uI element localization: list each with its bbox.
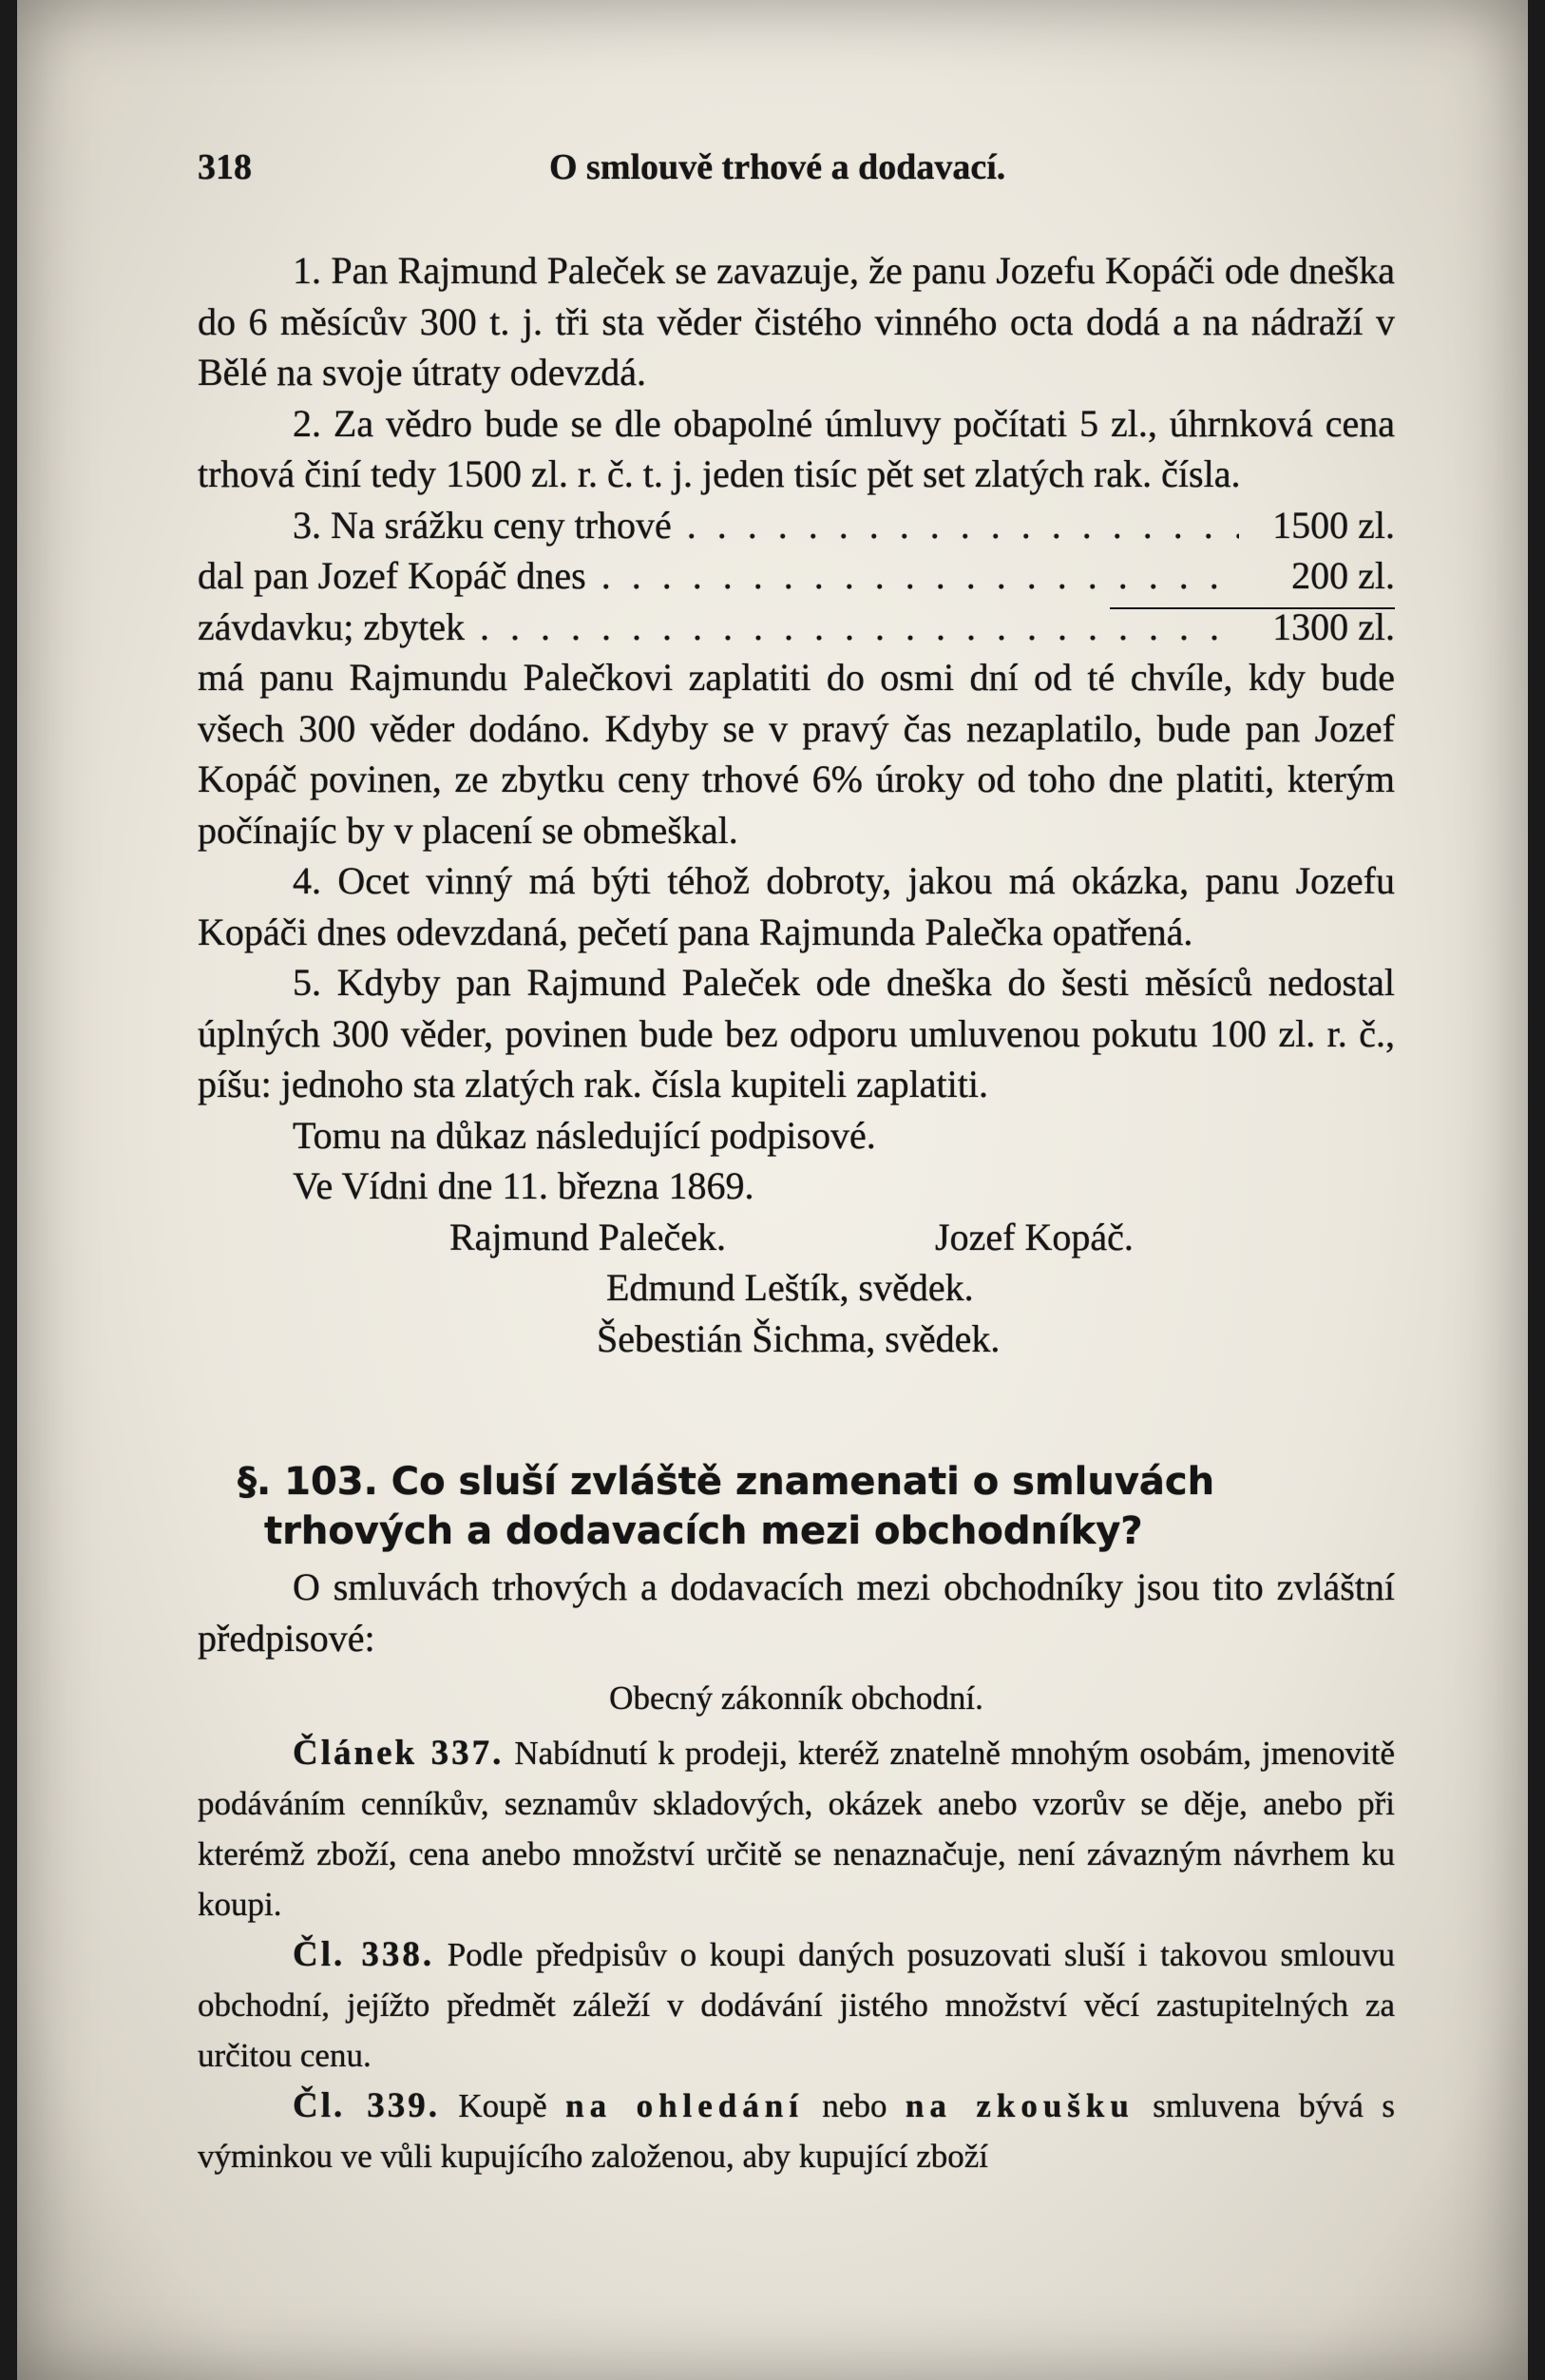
place-date: Ve Vídni dne 11. března 1869. [293,1164,754,1207]
page-header [198,143,1395,196]
contract-closing: Tomu na důkaz následující podpisové. [293,1113,876,1157]
article-339-text-a: Koupě [458,2086,566,2124]
page-text [198,143,1395,2181]
section-heading [198,1457,1395,1556]
section-heading-line-2: trhových a dodavacích mezi obchodníky? [264,1509,1143,1553]
price-row-1 [198,500,1395,551]
seller-signature: Rajmund Paleček. [449,1215,727,1258]
price-label: závdavku; zbytek . . . [198,602,1239,653]
contract-paragraph-5: 5. Kdyby pan Rajmund Paleček ode dneška do šesti měsíců nedostal úplných 300 věder, povinen bude bez odporu umluvenou pokutu 100 zl. r. č., píšu: jednoho sta zlatých rak. čísla kupiteli zaplatiti. [198,961,1395,1105]
article-339-spaced-1: na ohledání [565,2086,804,2124]
witness-signature-2: Šebestián Šichma, svědek. [597,1316,1001,1360]
price-label: dal pan Jozef Kopáč dnes . . . [198,550,1239,602]
contract-paragraph-1: 1. Pan Rajmund Paleček se zavazuje, že panu Jozefu Kopáči ode dneška do 6 měsícův 300 t. j. tři sta věder čistého vinného octa dodá a na nádraží v Bělé na svoje útraty odevzdá. [198,249,1395,393]
price-amount: 200 zl. [1291,554,1395,597]
article-337-text: Nabídnutí k prodeji, kteréž znatelně mnohým osobám, jmenovitě podáváním cenníkův, seznamův skladových, okázek anebo vzorův se děje, anebo při kterémž zboží, cena anebo množství určitě se nenaznačuje, není závazným návrhem ku koupi. [198,1734,1396,1923]
signature-line-parties [198,1212,1395,1263]
page-number: 318 [198,147,252,187]
price-amount: 1300 zl. [1272,605,1395,648]
article-337 [198,1728,1395,1929]
contract-paragraph-3: má panu Rajmundu Palečkovi zaplatiti do osmi dní od té chvíle, kdy bude všech 300 věder dodáno. Kdyby se v pravý čas nezaplatilo, bude pan Jozef Kopáč povinen, ze zbytku ceny trhové 6% úroky od toho dne platiti, kterým počínajíc by v placení se obmeškal. [198,656,1395,852]
article-338-text: Podle předpisův o koupi daných posuzovati sluší i takovou smlouvu obchodní, jejížto předmět záleží v dodávání jistého množství věcí zastupitelných za určitou cenu. [198,1935,1396,2074]
buyer-signature: Jozef Kopáč. [935,1215,1134,1258]
price-row-3 [198,602,1395,653]
article-337-label: Článek 337. [293,1733,505,1773]
article-338 [198,1929,1395,2081]
contract-paragraph-4: 4. Ocet vinný má býti téhož dobroty, jakou má okázka, panu Jozefu Kopáči dnes odevzdaná, pečetí pana Rajmunda Palečka opatřená. [198,859,1395,953]
law-title: Obecný zákonník obchodní. [609,1679,983,1717]
article-339-text-b: nebo [803,2086,906,2124]
contract-paragraph-2: 2. Za vědro bude se dle obapolné úmluvy počítati 5 zl., úhrnková cena trhová činí tedy 1500 zl. r. č. t. j. jeden tisíc pět set zlatých rak. čísla. [198,401,1395,495]
running-title: O smlouvě trhové a dodavací. [549,147,1006,187]
article-339-spaced-2: na zkoušku [905,2086,1135,2124]
section-intro: O smluvách trhových a dodavacích mezi obchodníky jsou tito zvláštní předpisové: [198,1565,1395,1660]
price-amount: 1500 zl. [1272,503,1395,547]
witness-signature-1: Edmund Leštík, svědek. [606,1266,974,1309]
article-339-label: Čl. 339. [293,2085,440,2125]
price-row-2 [198,550,1395,602]
book-page [17,0,1528,2380]
article-339-text-c: smluvena bývá s výminkou ve vůli kupujícího založenou, aby kupující zboží [198,2086,1395,2175]
section-heading-line-1: §. 103. Co sluší zvláště znamenati o smluvách [238,1460,1215,1504]
article-339 [198,2081,1395,2181]
price-label: 3. Na srážku ceny trhové . . . [293,500,1239,551]
article-338-label: Čl. 338. [293,1934,435,1974]
